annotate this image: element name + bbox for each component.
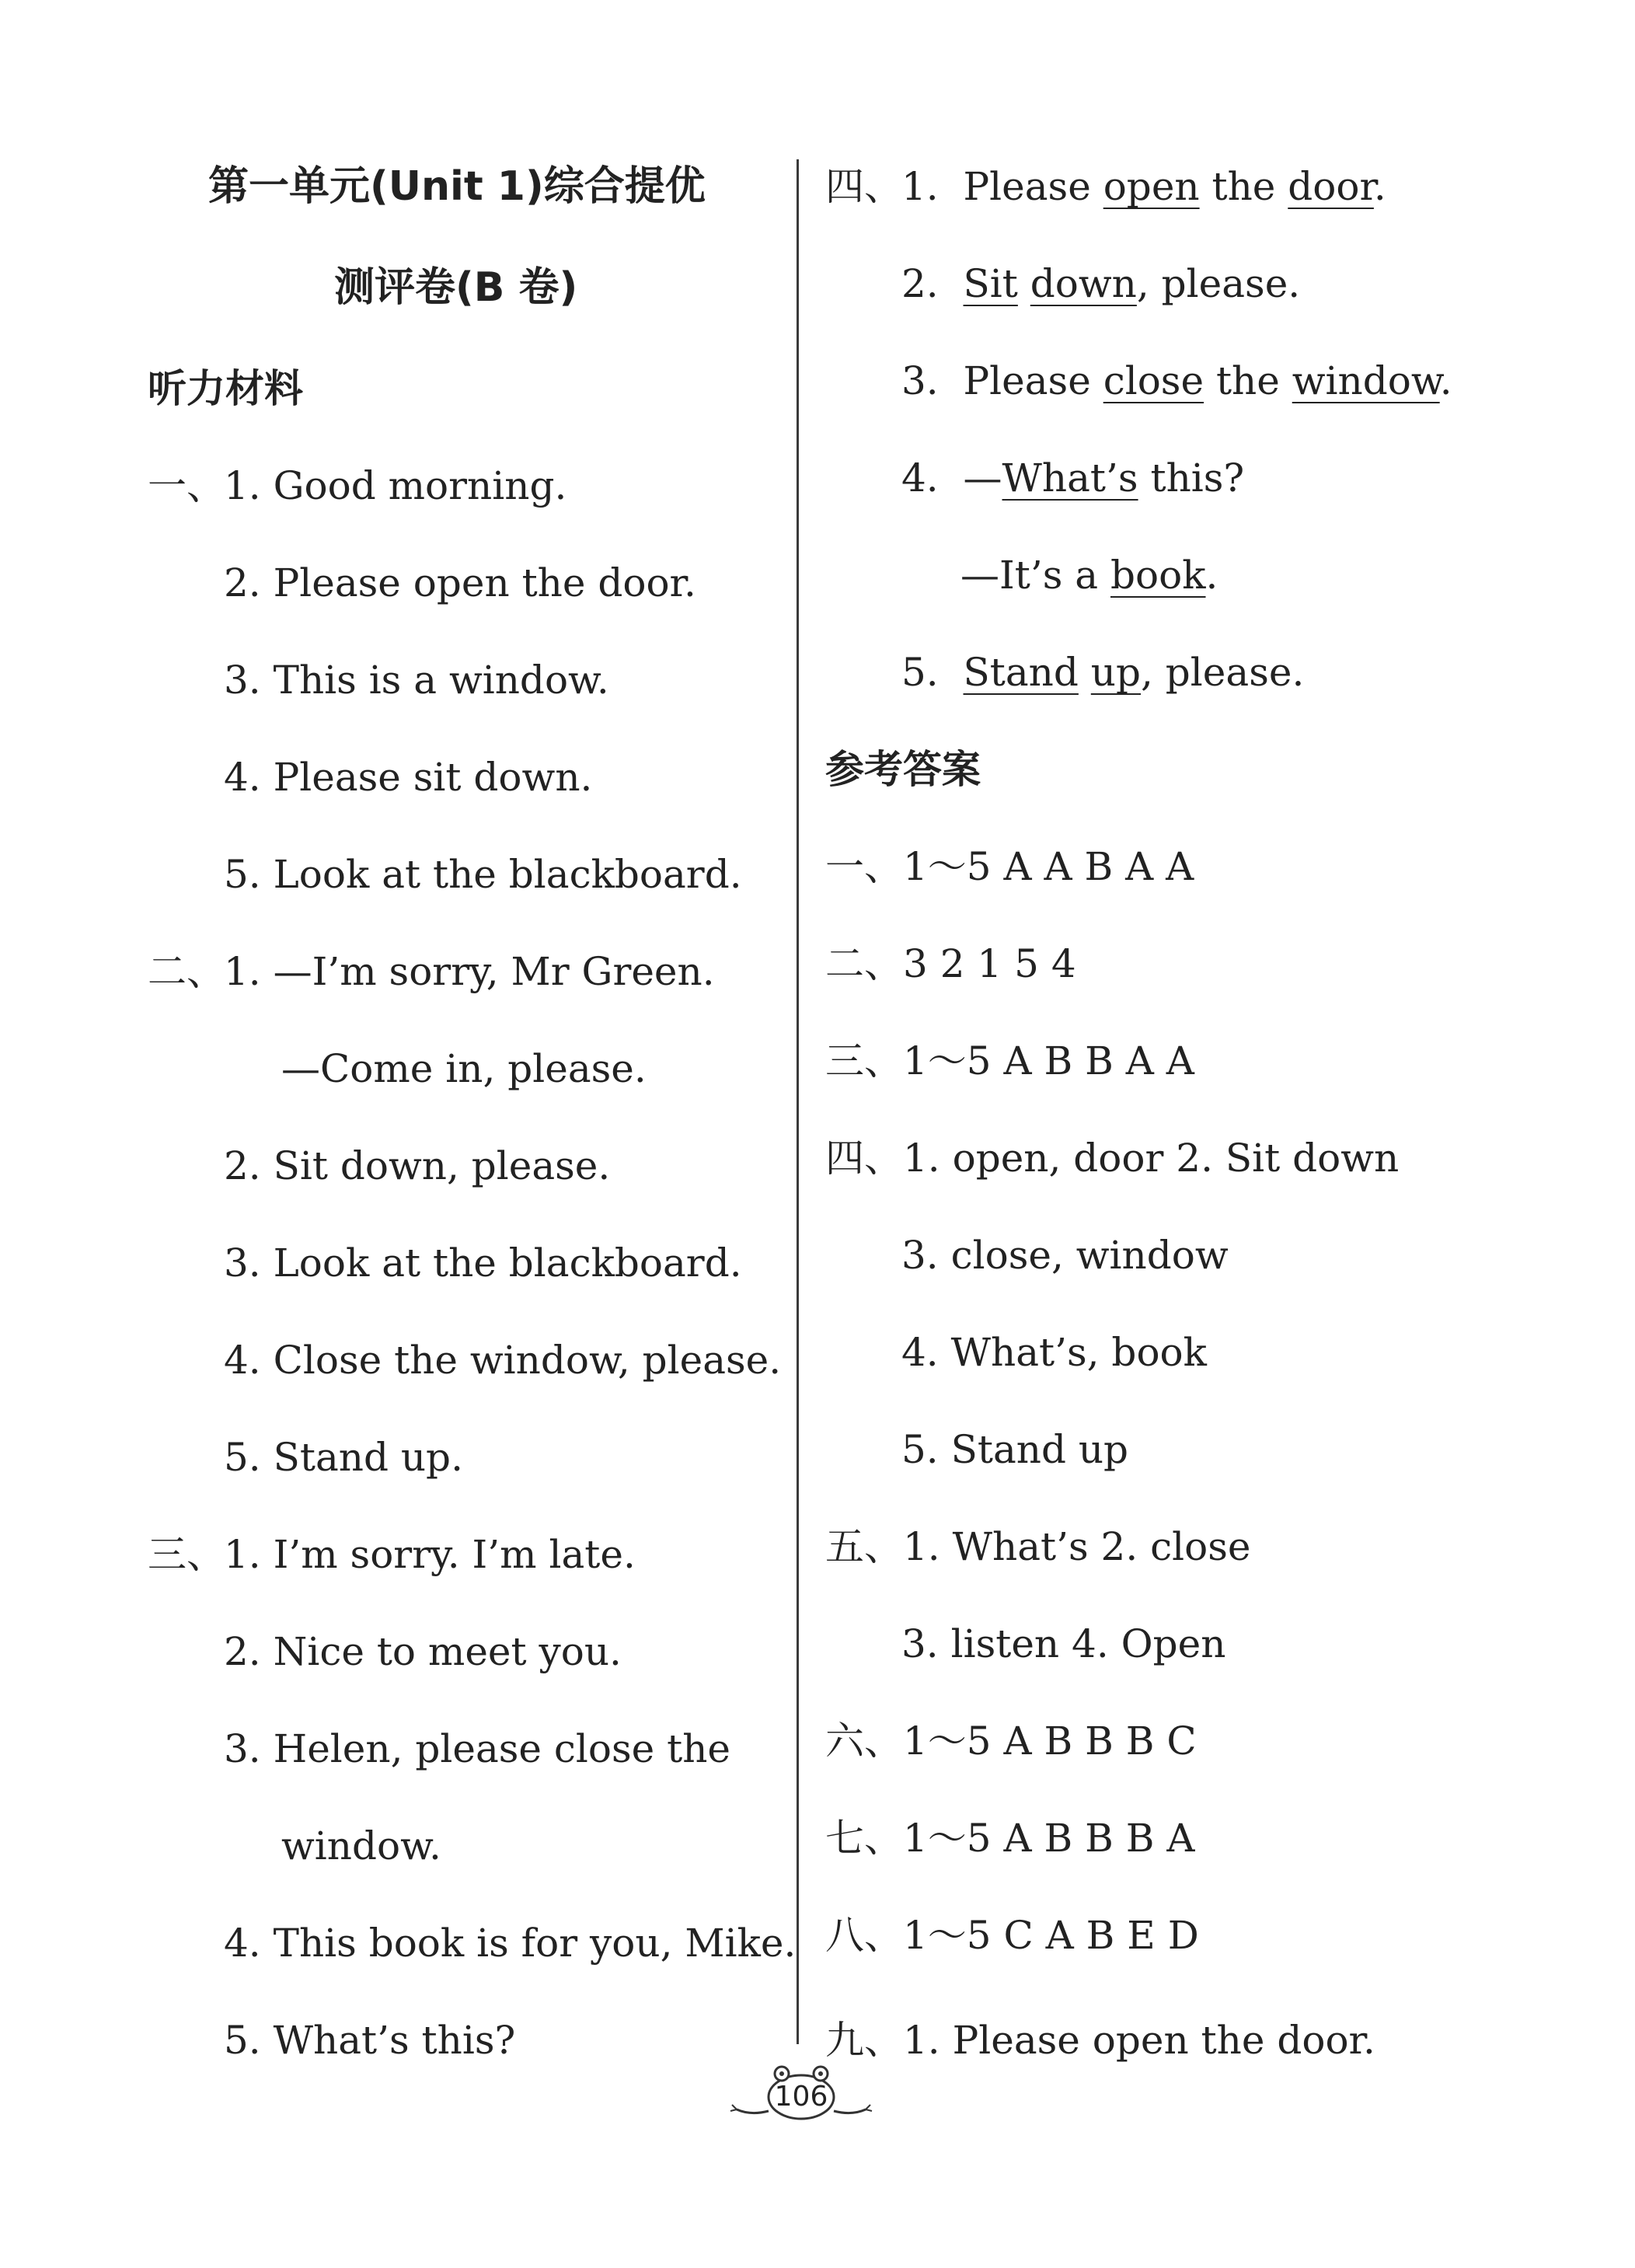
answer-blank: down (1030, 261, 1137, 306)
item-number: 4. (901, 455, 939, 501)
item-number: 5. (901, 650, 939, 695)
title-line-2: 测评卷(B 卷) (334, 264, 578, 311)
answer-blank: window (1292, 358, 1440, 403)
text-segment (1018, 261, 1030, 306)
part3-item: 3. Helen, please close the (224, 1726, 731, 1771)
page-number-badge (727, 2060, 875, 2130)
part2-item: 1. —I’m sorry, Mr Green. (224, 949, 715, 994)
answer-blank: door (1288, 164, 1374, 209)
part1-item: 4. Please sit down. (224, 755, 593, 800)
part4-sentence-4b (960, 552, 1218, 598)
part2-label: 二、 (148, 949, 225, 994)
part4-sentence-3 (901, 358, 1452, 404)
text-segment: , please. (1141, 650, 1305, 695)
title-line-1: 第一单元(Unit 1)综合提优 (208, 163, 706, 210)
part3-item: 1. I’m sorry. I’m late. (224, 1532, 636, 1577)
part3-item: window. (281, 1823, 441, 1868)
text-segment: . (1205, 553, 1218, 598)
item-number: 3. (901, 358, 939, 403)
item-number: 1. (901, 164, 939, 209)
part4-label: 四、 (825, 164, 903, 209)
listening-heading: 听力材料 (148, 366, 303, 411)
part4-sentence-1 (901, 163, 1386, 210)
answer-blank: open (1103, 164, 1200, 209)
answer-line: 一、1～5 A A B A A (825, 844, 1194, 889)
part3-item: 2. Nice to meet you. (224, 1629, 622, 1674)
part3-item: 5. What’s this? (224, 2018, 516, 2063)
answer-line: 九、1. Please open the door. (825, 2018, 1375, 2063)
text-segment: the (1204, 358, 1292, 403)
item-number: 2. (901, 261, 939, 306)
text-segment: Please (963, 358, 1103, 403)
answer-line: 3. listen 4. Open (901, 1621, 1226, 1666)
part2-item: 3. Look at the blackboard. (224, 1240, 742, 1286)
part1-item: 2. Please open the door. (224, 560, 696, 605)
part1-label: 一、 (148, 463, 225, 508)
answer-line: 4. What’s, book (901, 1330, 1207, 1375)
answer-line: 六、1～5 A B B B C (825, 1718, 1197, 1764)
part4-sentence-5 (901, 649, 1304, 696)
text-segment: this? (1138, 455, 1245, 501)
answer-line: 三、1～5 A B B A A (825, 1038, 1194, 1083)
part1-item: 1. Good morning. (224, 463, 567, 508)
answer-line: 七、1～5 A B B B A (825, 1816, 1195, 1861)
part3-label: 三、 (148, 1532, 225, 1577)
text-segment (1079, 650, 1091, 695)
part2-item: 4. Close the window, please. (224, 1338, 782, 1383)
text-segment: Please (963, 164, 1103, 209)
page-number: 106 (774, 2081, 828, 2113)
text-segment: . (1373, 164, 1386, 209)
answer-line: 5. Stand up (901, 1427, 1129, 1472)
part2-item: —Come in, please. (281, 1046, 647, 1091)
text-segment: — (963, 455, 1002, 501)
part4-sentence-2 (901, 260, 1300, 307)
answer-line: 五、1. What’s 2. close (825, 1524, 1251, 1569)
column-divider (797, 159, 799, 2044)
answer-line: 3. close, window (901, 1233, 1229, 1278)
text-segment: , please. (1136, 261, 1301, 306)
answer-blank: What’s (1002, 455, 1138, 501)
part4-sentence-4 (901, 455, 1244, 501)
answer-blank: Sit (963, 261, 1018, 306)
answer-line: 四、1. open, door 2. Sit down (825, 1136, 1400, 1181)
part2-item: 5. Stand up. (224, 1435, 463, 1480)
part1-item: 5. Look at the blackboard. (224, 852, 742, 897)
answer-line: 八、1～5 C A B E D (825, 1913, 1199, 1958)
answer-line: 二、3 2 1 5 4 (825, 941, 1076, 986)
part1-item: 3. This is a window. (224, 658, 609, 703)
part3-item: 4. This book is for you, Mike. (224, 1921, 797, 1966)
part2-item: 2. Sit down, please. (224, 1143, 611, 1188)
text-segment: —It’s a (960, 553, 1110, 598)
text-segment: . (1439, 358, 1452, 403)
text-segment: the (1199, 164, 1288, 209)
answer-blank: up (1090, 650, 1142, 695)
answers-heading: 参考答案 (825, 747, 981, 792)
answer-blank: Stand (963, 650, 1079, 695)
answer-blank: close (1103, 358, 1204, 403)
answer-blank: book (1110, 553, 1206, 598)
